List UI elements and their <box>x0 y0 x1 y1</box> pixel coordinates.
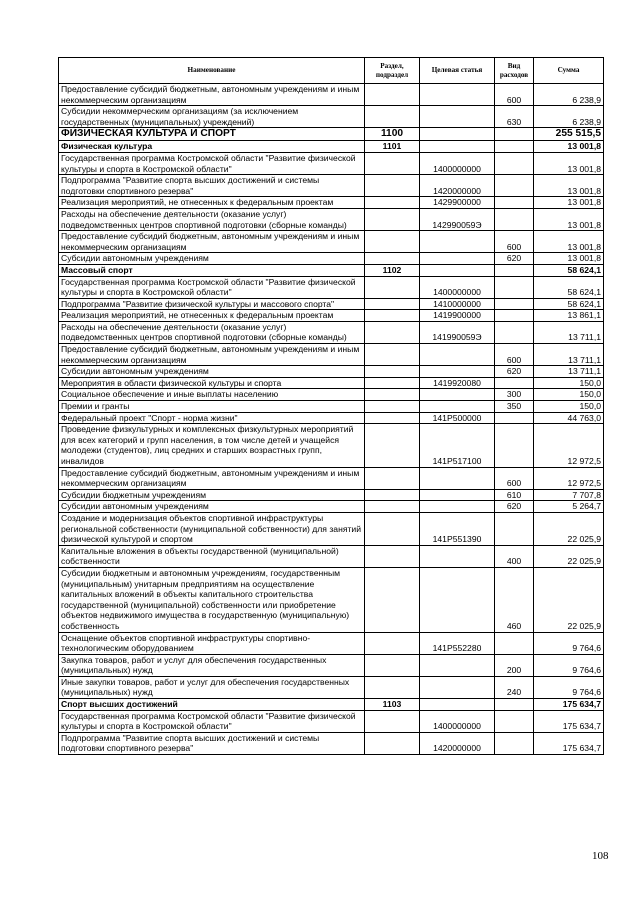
cell-article <box>420 567 495 632</box>
cell-sum: 6 238,9 <box>534 106 604 128</box>
table-row <box>59 512 604 545</box>
cell-article: 141P517100 <box>420 424 495 467</box>
cell-type <box>495 710 534 732</box>
cell-article <box>420 654 495 676</box>
cell-section <box>365 231 420 253</box>
cell-type <box>495 377 534 389</box>
cell-section <box>365 175 420 197</box>
cell-type <box>495 175 534 197</box>
cell-section <box>365 489 420 501</box>
cell-name: Подпрограмма "Развитие спорта высших достижений и системы подготовки спортивного резерва" <box>59 732 365 754</box>
cell-name: Предоставление субсидий бюджетным, автономным учреждениям и иным некоммерческим организациям <box>59 467 365 489</box>
cell-sum: 9 764,6 <box>534 654 604 676</box>
cell-article: 1419920080 <box>420 377 495 389</box>
cell-type <box>495 632 534 654</box>
cell-article <box>420 231 495 253</box>
cell-article: 1400000000 <box>420 710 495 732</box>
cell-article: 1419900000 <box>420 310 495 322</box>
table-row <box>59 654 604 676</box>
cell-name: Предоставление субсидий бюджетным, автономным учреждениям и иным некоммерческим организациям <box>59 84 365 106</box>
cell-sum: 22 025,9 <box>534 512 604 545</box>
cell-section <box>365 710 420 732</box>
cell-article <box>420 467 495 489</box>
cell-name: Субсидии некоммерческим организациям (за исключением государственных (муниципальных) учреждений) <box>59 106 365 128</box>
cell-sum: 5 264,7 <box>534 501 604 513</box>
cell-article: 1420000000 <box>420 732 495 754</box>
header-type: Вид расходов <box>495 58 534 84</box>
cell-type <box>495 264 534 276</box>
cell-section: 1100 <box>365 128 420 141</box>
table-row <box>59 152 604 174</box>
cell-name: Субсидии автономным учреждениям <box>59 366 365 378</box>
cell-section <box>365 152 420 174</box>
cell-type <box>495 298 534 310</box>
cell-article: 141P551390 <box>420 512 495 545</box>
cell-type: 300 <box>495 389 534 401</box>
cell-sum: 150,0 <box>534 401 604 413</box>
cell-type <box>495 732 534 754</box>
cell-article <box>420 344 495 366</box>
cell-sum: 6 238,9 <box>534 84 604 106</box>
cell-name: Государственная программа Костромской области "Развитие физической культуры и спорта в Костромской области" <box>59 276 365 298</box>
table-row <box>59 231 604 253</box>
table-row <box>59 344 604 366</box>
cell-section <box>365 401 420 413</box>
table-row <box>59 310 604 322</box>
cell-sum: 22 025,9 <box>534 545 604 567</box>
cell-type <box>495 699 534 711</box>
cell-name: Субсидии автономным учреждениям <box>59 253 365 265</box>
cell-type: 200 <box>495 654 534 676</box>
cell-type: 620 <box>495 366 534 378</box>
table-header-row <box>59 58 604 84</box>
cell-section <box>365 654 420 676</box>
header-article: Целевая статья <box>420 58 495 84</box>
cell-sum: 13 861,1 <box>534 310 604 322</box>
cell-sum: 150,0 <box>534 389 604 401</box>
cell-type <box>495 141 534 153</box>
cell-type <box>495 128 534 141</box>
table-row <box>59 676 604 698</box>
cell-type <box>495 321 534 343</box>
cell-type: 240 <box>495 676 534 698</box>
cell-type <box>495 276 534 298</box>
cell-name: Реализация мероприятий, не отнесенных к федеральным проектам <box>59 197 365 209</box>
cell-section <box>365 424 420 467</box>
cell-name: Капитальные вложения в объекты государственной (муниципальной) собственности <box>59 545 365 567</box>
cell-sum: 175 634,7 <box>534 699 604 711</box>
table-row <box>59 632 604 654</box>
cell-type <box>495 197 534 209</box>
cell-type: 620 <box>495 501 534 513</box>
cell-article: 141990059Э <box>420 321 495 343</box>
table-row <box>59 106 604 128</box>
cell-article <box>420 141 495 153</box>
cell-sum: 13 001,8 <box>534 152 604 174</box>
cell-name: Государственная программа Костромской области "Развитие физической культуры и спорта в Костромской области" <box>59 152 365 174</box>
cell-article <box>420 501 495 513</box>
cell-article <box>420 366 495 378</box>
cell-type: 460 <box>495 567 534 632</box>
cell-type <box>495 412 534 424</box>
table-body <box>59 84 604 755</box>
cell-section <box>365 377 420 389</box>
cell-section <box>365 501 420 513</box>
table-row <box>59 732 604 754</box>
cell-sum: 255 515,5 <box>534 128 604 141</box>
cell-sum: 58 624,1 <box>534 298 604 310</box>
cell-section: 1101 <box>365 141 420 153</box>
cell-article: 1429900000 <box>420 197 495 209</box>
cell-sum: 13 001,8 <box>534 175 604 197</box>
cell-name: Иные закупки товаров, работ и услуг для обеспечения государственных (муниципальных) нужд <box>59 676 365 698</box>
cell-type: 600 <box>495 467 534 489</box>
cell-sum: 13 001,8 <box>534 253 604 265</box>
cell-sum: 44 763,0 <box>534 412 604 424</box>
cell-name: Расходы на обеспечение деятельности (оказание услуг) подведомственных центров спортивной подготовки (сборные команды) <box>59 208 365 230</box>
table-row <box>59 128 604 141</box>
cell-type: 600 <box>495 231 534 253</box>
cell-name: Предоставление субсидий бюджетным, автономным учреждениям и иным некоммерческим организациям <box>59 231 365 253</box>
cell-article: 142990059Э <box>420 208 495 230</box>
cell-name: Субсидии бюджетным и автономным учреждениям, государственным (муниципальным) унитарным предприятиям на осуществление капитальных вложений в объекты капитального строительства государственной (муниципальной) собственности или приобретение объектов недвижимого имущества в государственную (муниципальную) собственность <box>59 567 365 632</box>
cell-section <box>365 412 420 424</box>
cell-sum: 13 711,1 <box>534 321 604 343</box>
table-row <box>59 298 604 310</box>
cell-sum: 58 624,1 <box>534 264 604 276</box>
cell-sum: 22 025,9 <box>534 567 604 632</box>
cell-name: Массовый спорт <box>59 264 365 276</box>
cell-name: Закупка товаров, работ и услуг для обеспечения государственных (муниципальных) нужд <box>59 654 365 676</box>
cell-type: 600 <box>495 84 534 106</box>
cell-section <box>365 389 420 401</box>
cell-section <box>365 567 420 632</box>
cell-sum: 13 001,8 <box>534 197 604 209</box>
cell-name: Реализация мероприятий, не отнесенных к федеральным проектам <box>59 310 365 322</box>
cell-section: 1102 <box>365 264 420 276</box>
cell-section <box>365 632 420 654</box>
cell-sum: 9 764,6 <box>534 632 604 654</box>
cell-article <box>420 128 495 141</box>
cell-sum: 9 764,6 <box>534 676 604 698</box>
cell-article <box>420 676 495 698</box>
cell-name: ФИЗИЧЕСКАЯ КУЛЬТУРА И СПОРТ <box>59 128 365 141</box>
cell-section <box>365 84 420 106</box>
cell-type: 350 <box>495 401 534 413</box>
table-row <box>59 389 604 401</box>
table-row <box>59 424 604 467</box>
cell-type: 630 <box>495 106 534 128</box>
cell-section <box>365 344 420 366</box>
cell-section <box>365 197 420 209</box>
table-row <box>59 467 604 489</box>
cell-name: Субсидии бюджетным учреждениям <box>59 489 365 501</box>
table-row <box>59 84 604 106</box>
cell-sum: 58 624,1 <box>534 276 604 298</box>
cell-article: 1400000000 <box>420 276 495 298</box>
cell-name: Премии и гранты <box>59 401 365 413</box>
cell-type <box>495 152 534 174</box>
table-row <box>59 710 604 732</box>
cell-name: Социальное обеспечение и иные выплаты населению <box>59 389 365 401</box>
cell-sum: 12 972,5 <box>534 424 604 467</box>
table-row <box>59 366 604 378</box>
cell-type <box>495 208 534 230</box>
cell-section <box>365 298 420 310</box>
cell-article <box>420 106 495 128</box>
table-row <box>59 567 604 632</box>
cell-sum: 7 707,8 <box>534 489 604 501</box>
cell-sum: 13 001,8 <box>534 231 604 253</box>
header-section: Раздел, подраздел <box>365 58 420 84</box>
table-row <box>59 321 604 343</box>
table-row <box>59 197 604 209</box>
table-row <box>59 253 604 265</box>
cell-sum: 150,0 <box>534 377 604 389</box>
header-sum: Сумма <box>534 58 604 84</box>
cell-name: Подпрограмма "Развитие физической культуры и массового спорта" <box>59 298 365 310</box>
header-name: Наименование <box>59 58 365 84</box>
cell-article: 141P500000 <box>420 412 495 424</box>
cell-section <box>365 545 420 567</box>
cell-type <box>495 310 534 322</box>
budget-table <box>58 57 604 755</box>
cell-article <box>420 253 495 265</box>
cell-type <box>495 424 534 467</box>
cell-article: 141P552280 <box>420 632 495 654</box>
cell-section <box>365 676 420 698</box>
cell-article <box>420 264 495 276</box>
table-row <box>59 141 604 153</box>
cell-type <box>495 512 534 545</box>
cell-sum: 13 711,1 <box>534 366 604 378</box>
cell-type: 620 <box>495 253 534 265</box>
cell-section: 1103 <box>365 699 420 711</box>
cell-name: Расходы на обеспечение деятельности (оказание услуг) подведомственных центров спортивной подготовки (сборные команды) <box>59 321 365 343</box>
cell-sum: 12 972,5 <box>534 467 604 489</box>
cell-section <box>365 310 420 322</box>
cell-section <box>365 512 420 545</box>
table-row <box>59 264 604 276</box>
table-row <box>59 175 604 197</box>
table-row <box>59 501 604 513</box>
cell-sum: 13 711,1 <box>534 344 604 366</box>
cell-name: Федеральный проект "Спорт - норма жизни" <box>59 412 365 424</box>
table-row <box>59 377 604 389</box>
cell-name: Государственная программа Костромской области "Развитие физической культуры и спорта в Костромской области" <box>59 710 365 732</box>
table-row <box>59 699 604 711</box>
cell-name: Подпрограмма "Развитие спорта высших достижений и системы подготовки спортивного резерва" <box>59 175 365 197</box>
cell-name: Субсидии автономным учреждениям <box>59 501 365 513</box>
cell-article: 1420000000 <box>420 175 495 197</box>
cell-type: 600 <box>495 344 534 366</box>
cell-section <box>365 732 420 754</box>
cell-name: Проведение физкультурных и комплексных физкультурных мероприятий для всех категорий и групп населения, в том числе детей и учащейся молодежи (студентов), лиц средних и старших возрастных групп, инвалидов <box>59 424 365 467</box>
cell-article <box>420 401 495 413</box>
cell-section <box>365 208 420 230</box>
cell-article <box>420 84 495 106</box>
cell-name: Создание и модернизация объектов спортивной инфраструктуры региональной собственности (муниципальной собственности) для занятий физической культурой и спортом <box>59 512 365 545</box>
table-row <box>59 412 604 424</box>
cell-type: 400 <box>495 545 534 567</box>
cell-article <box>420 545 495 567</box>
cell-sum: 175 634,7 <box>534 732 604 754</box>
cell-section <box>365 106 420 128</box>
cell-article: 1410000000 <box>420 298 495 310</box>
cell-section <box>365 321 420 343</box>
cell-section <box>365 253 420 265</box>
cell-name: Спорт высших достижений <box>59 699 365 711</box>
cell-type: 610 <box>495 489 534 501</box>
cell-name: Мероприятия в области физической культуры и спорта <box>59 377 365 389</box>
cell-article <box>420 389 495 401</box>
cell-section <box>365 366 420 378</box>
table-row <box>59 208 604 230</box>
cell-article: 1400000000 <box>420 152 495 174</box>
cell-section <box>365 276 420 298</box>
cell-article <box>420 699 495 711</box>
cell-name: Предоставление субсидий бюджетным, автономным учреждениям и иным некоммерческим организациям <box>59 344 365 366</box>
table-row <box>59 545 604 567</box>
table-row <box>59 489 604 501</box>
cell-sum: 13 001,8 <box>534 141 604 153</box>
cell-article <box>420 489 495 501</box>
cell-sum: 175 634,7 <box>534 710 604 732</box>
page-number: 108 <box>592 850 609 862</box>
cell-section <box>365 467 420 489</box>
cell-sum: 13 001,8 <box>534 208 604 230</box>
table-row <box>59 276 604 298</box>
cell-name: Оснащение объектов спортивной инфраструктуры спортивно-технологическим оборудованием <box>59 632 365 654</box>
table-row <box>59 401 604 413</box>
cell-name: Физическая культура <box>59 141 365 153</box>
